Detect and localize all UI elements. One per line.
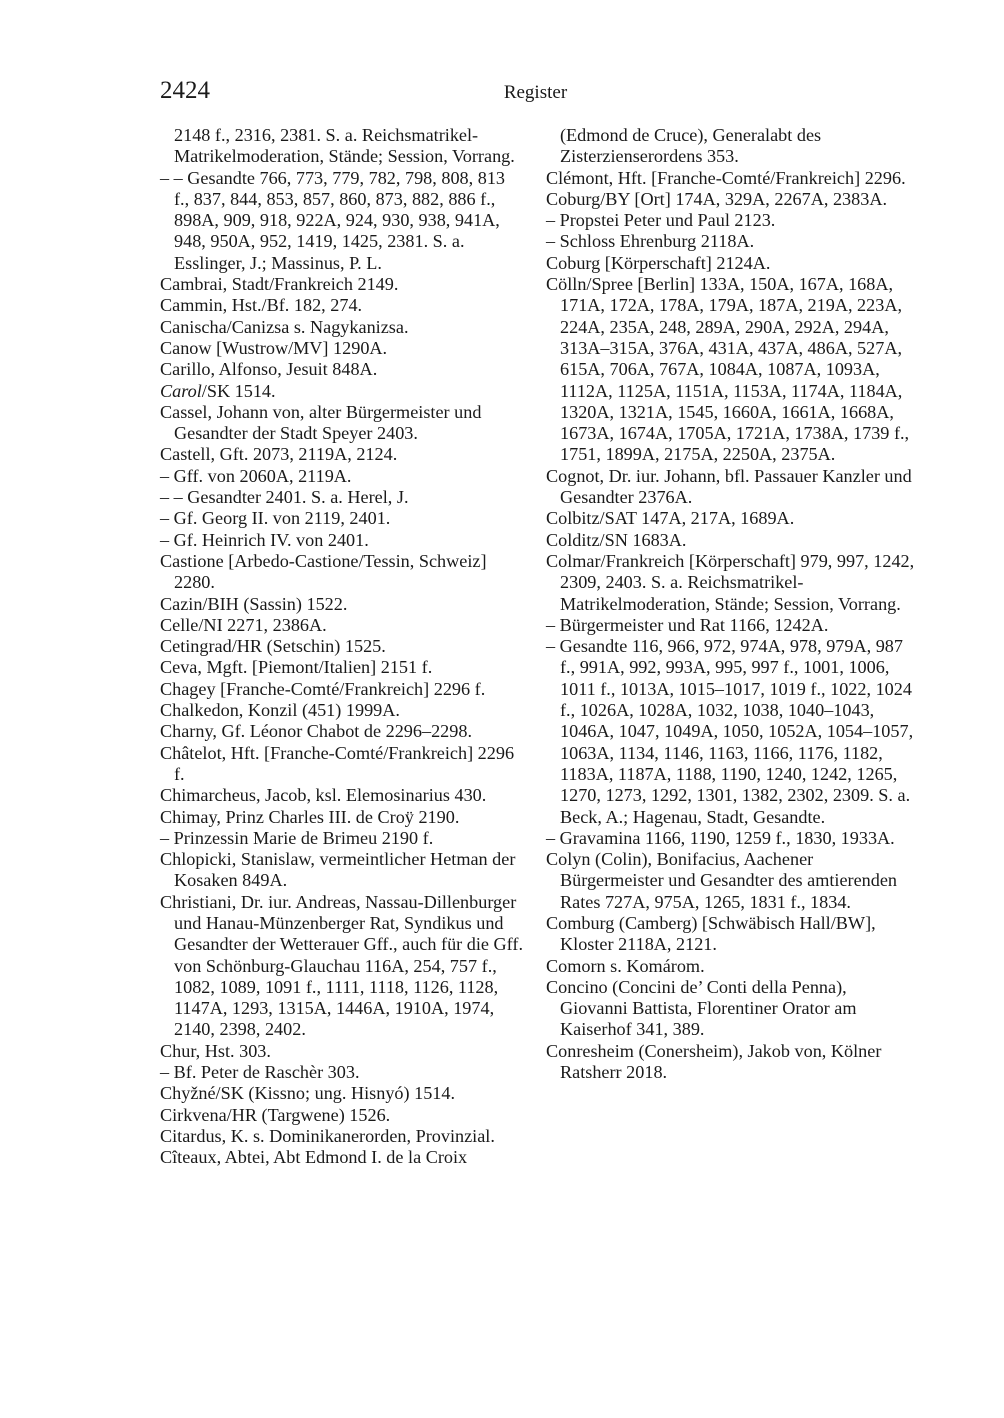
index-entry [546,849,916,913]
index-entry-text: Cetingrad/HR (Setschin) 1525. [160,636,386,657]
index-entry [546,636,916,828]
index-entry [546,828,916,849]
index-entry [546,508,916,529]
index-entry-text: Cammin, Hst./Bf. 182, 274. [160,295,363,316]
running-head: Register [503,82,568,103]
index-entry [160,828,524,849]
index-entry [160,295,524,316]
index-entry [160,849,524,892]
index-entry [160,530,524,551]
index-entry [160,274,524,295]
index-entry [160,785,524,806]
index-entry [546,231,916,252]
index-entry-text: – Propstei Peter und Paul 2123. [546,210,776,231]
index-entry-italic: Carol [160,380,202,401]
index-entry [546,274,916,466]
index-entry-text: Coburg/BY [Ort] 174A, 329A, 2267A, 2383A. [546,188,888,209]
index-entry [160,721,524,742]
index-entry-text: Canischa/Canizsa s. Nagykanizsa. [160,316,409,337]
index-entry [160,508,524,529]
index-entry [546,551,916,615]
index-entry [160,359,524,380]
index-entry-text: Charny, Gf. Léonor Chabot de 2296–2298. [160,721,472,742]
index-entry-text: Cazin/BIH (Sassin) 1522. [160,593,348,614]
index-entry-text: Celle/NI 2271, 2386A. [160,614,327,635]
index-entry-text: Ceva, Mgft. [Piemont/Italien] 2151 f. [160,657,433,678]
index-entry [160,743,524,786]
index-column-left [160,125,524,1169]
index-column-right [546,125,916,1083]
page-number: 2424 [160,77,210,104]
index-entry-text: Citardus, K. s. Dominikanerorden, Provinzial. [160,1125,495,1146]
index-entry-text: – – Gesandte 766, 773, 779, 782, 798, 808, 813 f., 837, 844, 853, 857, 860, 873, 882, 886 f., 898A, 909, 918, 922A, 924, 930, 938, 941A, 948, 950A, 952, 1419, 1425, 2381. S. a. Esslinger, J.; Massinus, P. L. [160,167,506,273]
index-entry-text: Comburg (Camberg) [Schwäbisch Hall/BW], Kloster 2118A, 2121. [546,912,876,955]
index-entry-text: – Gravamina 1166, 1190, 1259 f., 1830, 1933A. [546,827,895,848]
index-entry [160,636,524,657]
index-entry [160,444,524,465]
index-entry-text: Chagey [Franche-Comté/Frankreich] 2296 f. [160,678,486,699]
index-entry [546,977,916,1041]
index-entry-text: Castell, Gft. 2073, 2119A, 2124. [160,444,398,465]
index-entry [160,125,524,168]
index-entry-text: Colbitz/SAT 147A, 217A, 1689A. [546,508,795,529]
index-entry-text: Cîteaux, Abtei, Abt Edmond I. de la Croix [160,1147,468,1168]
index-entry-text: Châtelot, Hft. [Franche-Comté/Frankreich] 2296 f. [160,742,515,784]
index-entry-text: /SK 1514. [201,380,276,401]
index-entry-text: – Prinzessin Marie de Brimeu 2190 f. [160,827,434,848]
index-entry-text: Concino (Concini de’ Conti della Penna), Giovanni Battista, Florentiner Orator am Kaiserhof 341, 389. [546,976,857,1040]
index-entry-text: Carillo, Alfonso, Jesuit 848A. [160,359,378,380]
index-entry [160,1083,524,1104]
index-entry [160,168,524,274]
index-entry-text: – Bürgermeister und Rat 1166, 1242A. [546,614,829,635]
index-entry [546,956,916,977]
index-entry [160,381,524,402]
index-entry [546,615,916,636]
index-entry [160,657,524,678]
index-entry [546,253,916,274]
index-entry [546,125,916,168]
index-entry [160,1041,524,1062]
index-entry-text: Comorn s. Komárom. [546,955,705,976]
index-entry [546,466,916,509]
index-entry-text: Conresheim (Conersheim), Jakob von, Kölner Ratsherr 2018. [546,1040,882,1083]
index-entry-text: – – Gesandter 2401. S. a. Herel, J. [160,487,409,508]
index-entry-text: (Edmond de Cruce), Generalabt des Zisterzienserordens 353. [560,125,822,167]
index-entry-text: 2148 f., 2316, 2381. S. a. Reichsmatrikel-Matrikelmoderation, Stände; Session, Vorrang. [174,125,515,167]
index-entry-text: Cambrai, Stadt/Frankreich 2149. [160,274,399,295]
index-entry [160,1062,524,1083]
index-entry [160,466,524,487]
index-entry-text: Chimarcheus, Jacob, ksl. Elemosinarius 430. [160,785,487,806]
index-entry [160,317,524,338]
index-entry [160,338,524,359]
index-entry-text: Christiani, Dr. iur. Andreas, Nassau-Dillenburger und Hanau-Münzenberger Rat, Syndikus und Gesandter der Wetterauer Gff., auch für die Gff. von Schönburg-Glauchau 116A, 254, 757 f., 1082, 1089, 1091 f., 1111, 1118, 1126, 1128, 1147A, 1293, 1315A, 1446A, 1910A, 1974, 2140, 2398, 2402. [160,891,523,1040]
index-entry [160,1147,524,1168]
index-entry-text: Chyžné/SK (Kissno; ung. Hisnyó) 1514. [160,1083,456,1104]
index-entry-text: Castione [Arbedo-Castione/Tessin, Schweiz] 2280. [160,550,487,593]
index-entry [546,189,916,210]
index-entry [160,679,524,700]
index-entry [160,807,524,828]
index-entry-text: Cölln/Spree [Berlin] 133A, 150A, 167A, 168A, 171A, 172A, 178A, 179A, 187A, 219A, 223A, 224A, 235A, 248, 289A, 290A, 292A, 294A, 313A–315A, 376A, 431A, 437A, 486A, 527A, 615A, 706A, 767A, 1084A, 1087A, 1093A, 1112A, 1125A, 1151A, 1153A, 1174A, 1184A, 1320A, 1321A, 1545, 1660A, 1661A, 1668A, 1673A, 1674A, 1705A, 1721A, 1738A, 1739 f., 1751, 1899A, 2175A, 2250A, 2375A. [546,274,910,465]
index-entry-text: Chalkedon, Konzil (451) 1999A. [160,700,400,721]
index-entry-text: Canow [Wustrow/MV] 1290A. [160,337,388,358]
index-entry [160,1105,524,1126]
index-entry-text: Cassel, Johann von, alter Bürgermeister und Gesandter der Stadt Speyer 2403. [160,401,482,444]
index-entry-text: Coburg [Körperschaft] 2124A. [546,252,771,273]
index-entry-text: Chlopicki, Stanislaw, vermeintlicher Hetman der Kosaken 849A. [160,849,516,891]
index-entry [160,551,524,594]
index-entry [160,1126,524,1147]
index-entry-text: Chimay, Prinz Charles III. de Croÿ 2190. [160,806,460,827]
index-entry-text: Colmar/Frankreich [Körperschaft] 979, 997, 1242, 2309, 2403. S. a. Reichsmatrikel-Matrikelmoderation, Stände; Session, Vorrang. [546,550,915,614]
index-entry [160,487,524,508]
index-entry-text: Cognot, Dr. iur. Johann, bfl. Passauer Kanzler und Gesandter 2376A. [546,465,912,508]
index-entry [546,1041,916,1084]
index-entry-text: – Bf. Peter de Raschèr 303. [160,1062,360,1083]
index-entry-text: – Schloss Ehrenburg 2118A. [546,231,755,252]
index-entry [546,168,916,189]
index-entry [546,210,916,231]
index-entry [160,615,524,636]
index-entry-text: – Gf. Heinrich IV. von 2401. [160,529,369,550]
index-entry-text: Colyn (Colin), Bonifacius, Aachener Bürgermeister und Gesandter des amtierenden Rates 727A, 975A, 1265, 1831 f., 1834. [546,849,898,912]
index-entry-text: Clémont, Hft. [Franche-Comté/Frankreich] 2296. [546,167,906,188]
index-entry-text: Colditz/SN 1683A. [546,529,687,550]
index-entry [546,530,916,551]
index-entry [160,402,524,445]
index-entry [160,700,524,721]
index-entry [546,913,916,956]
index-entry-text: – Gff. von 2060A, 2119A. [160,465,352,486]
index-entry-text: Chur, Hst. 303. [160,1040,271,1061]
index-entry [160,594,524,615]
index-entry-text: – Gesandte 116, 966, 972, 974A, 978, 979A, 987 f., 991A, 992, 993A, 995, 997 f., 1001, 1006, 1011 f., 1013A, 1015–1017, 1019 f., 1022, 1024 f., 1026A, 1028A, 1032, 1038, 1040–1043, 1046A, 1047, 1049A, 1050, 1052A, 1054–1057, 1063A, 1134, 1146, 1163, 1166, 1176, 1182, 1183A, 1187A, 1188, 1190, 1240, 1242, 1265, 1270, 1273, 1292, 1301, 1382, 2302, 2309. S. a. Beck, A.; Hagenau, Stadt, Gesandte. [546,636,914,827]
index-entry [160,892,524,1041]
index-entry-text: Cirkvena/HR (Targwene) 1526. [160,1104,391,1125]
index-entry-text: – Gf. Georg II. von 2119, 2401. [160,508,391,529]
